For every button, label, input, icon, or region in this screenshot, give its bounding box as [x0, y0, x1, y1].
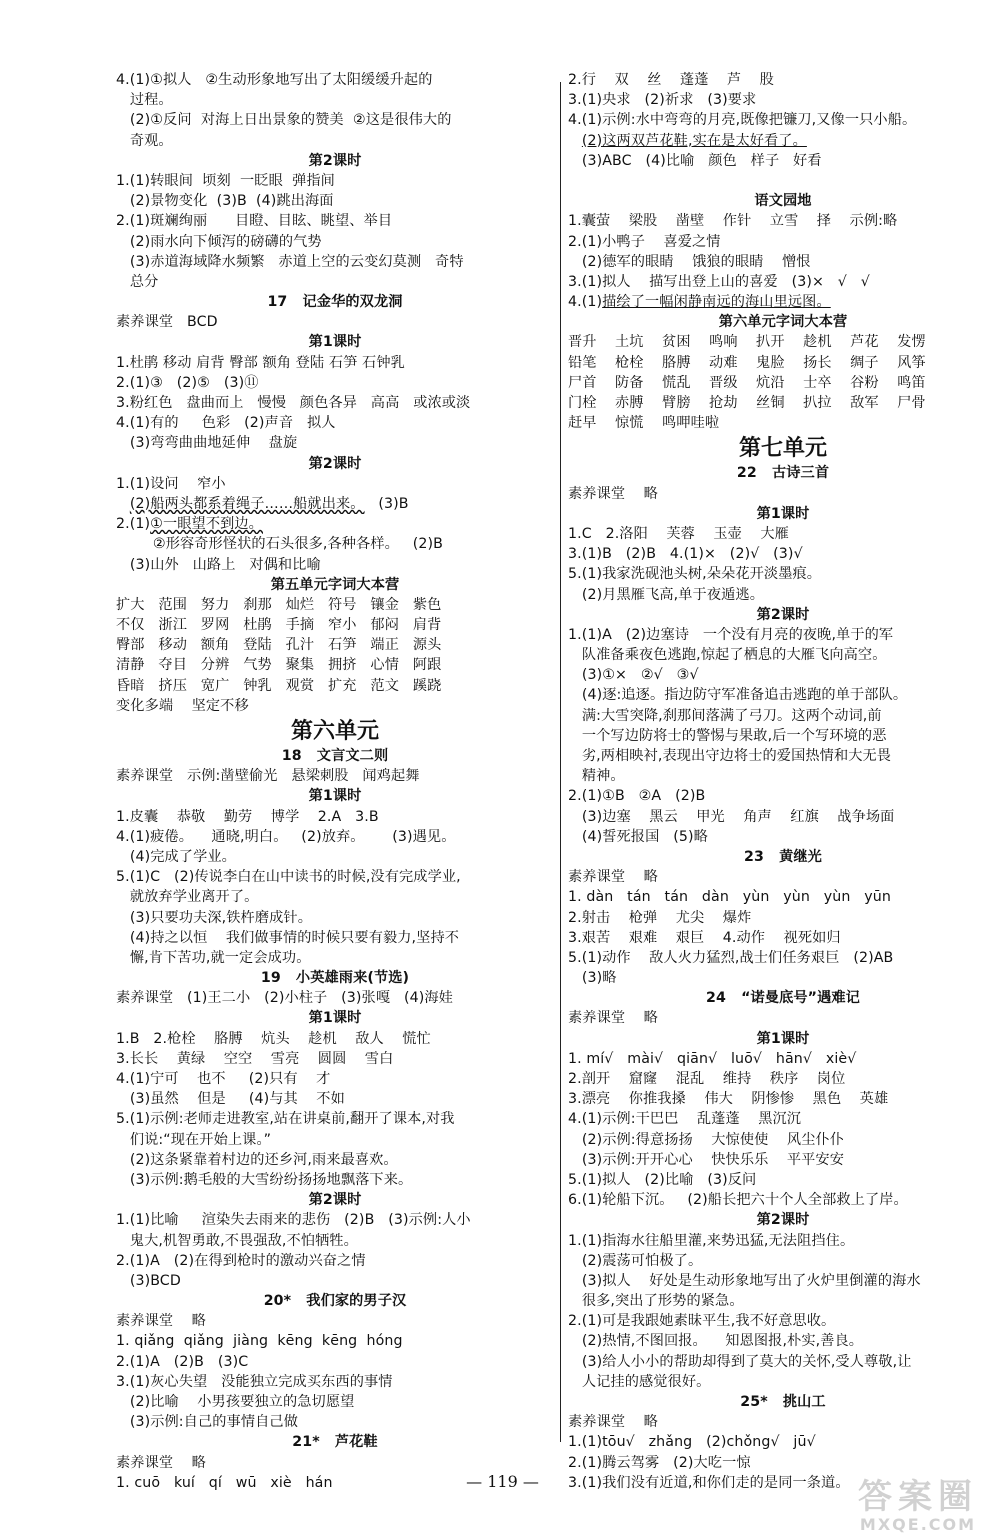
- section-heading: 23 黄继光: [744, 848, 822, 865]
- answer-line: 就放弃学业离开了。: [116, 889, 259, 906]
- answer-line: (2)这条紧靠着村边的还乡河,雨来最喜欢。: [116, 1151, 398, 1168]
- answer-line: (4)持之以恒 我们做事情的时候只要有毅力,坚持不: [116, 929, 460, 946]
- section-heading: 22 古诗三首: [736, 465, 830, 482]
- marked-answer-text: (2)这两双芦花鞋,实在是太好看了。: [581, 132, 807, 149]
- answer-line: 素养课堂 略: [568, 1010, 658, 1027]
- answer-line: 1.杜鹃 移动 肩背 臀部 额角 登陆 石笋 石钟乳: [116, 354, 405, 371]
- answer-line: 3.漂亮 你推我搡 伟大 阴惨惨 黑色 英雄: [568, 1091, 889, 1108]
- answer-line: 素养课堂 略: [116, 1313, 206, 1330]
- answer-line: (3)示例:鹅毛般的大雪纷纷扬扬地飘落下来。: [116, 1171, 413, 1188]
- column-divider: [560, 82, 561, 1442]
- answer-line: 2.(1)A (2)B (3)C: [116, 1353, 249, 1370]
- answer-line: 1. cuō kuí qí wū xiè hán: [116, 1474, 333, 1491]
- answer-line: 懈,肯下苦功,就一定会成功。: [116, 949, 311, 966]
- answer-line: 晋升 土坑 贫困 鸣响 扒开 趁机 芦花 发愣: [568, 334, 926, 351]
- answer-line: (4)誓死报国 (5)略: [568, 828, 708, 845]
- section-heading: 第1课时: [308, 334, 362, 351]
- answer-line: 很多,突出了形势的紧急。: [568, 1293, 744, 1310]
- answer-line: 1.B 2.枪栓 胳膊 炕头 趁机 敌人 慌忙: [116, 1030, 431, 1047]
- answer-line: 2.(1)①B ②A (2)B: [568, 788, 706, 805]
- watermark-logo: [838, 1478, 998, 1534]
- answer-line: 2.(1)小鸭子 喜爱之情: [568, 233, 721, 250]
- answer-line: 1.(1)比喻 渲染失去雨来的悲伤 (2)B (3)示例:人小: [116, 1212, 471, 1229]
- answer-line: 5.(1)拟人 (2)比喻 (3)反问: [568, 1171, 757, 1188]
- answer-line: 清静 夺目 分辨 气势 聚集 拥挤 心情 阿跟: [116, 657, 442, 674]
- answer-line: 2.(1)③ (2)⑤ (3)⑪: [116, 374, 259, 391]
- answer-line: 3.艰苦 艰难 艰巨 4.动作 视死如归: [568, 929, 841, 946]
- section-heading: 第1课时: [756, 1030, 810, 1047]
- answer-line: 素养课堂 (1)王二小 (2)小柱子 (3)张嘎 (4)海娃: [116, 990, 453, 1007]
- answer-line: 过程。: [116, 92, 173, 109]
- answer-line: 1. qiǎng qiǎng jiàng kēng kēng hóng: [116, 1333, 403, 1350]
- answer-line: (3)虽然 但是 (4)与其 不如: [116, 1091, 345, 1108]
- section-heading: 第2课时: [308, 1192, 362, 1209]
- answer-line: (2)①反问 对海上日出景象的赞美 ②这是很伟大的: [116, 112, 452, 129]
- answer-line: (3)赤道海域降水频繁 赤道上空的云变幻莫测 奇特: [116, 253, 464, 270]
- answer-line: 素养课堂 略: [568, 869, 658, 886]
- answer-line: [568, 292, 998, 312]
- answer-line: 变化多端 坚定不移: [116, 697, 249, 714]
- answer-line: (2)示例:得意扬扬 大惊使使 风尘仆仆: [568, 1131, 845, 1148]
- answer-line: 劣,两相映衬,表现出守边将士的爱国热情和大无畏: [568, 748, 892, 764]
- section-heading: 第2课时: [756, 606, 810, 623]
- answer-line: (3)山外 山路上 对偶和比喻: [116, 556, 321, 573]
- watermark-logo-url: MXQE.COM: [859, 1515, 977, 1534]
- marked-answer-text: (2)船两头都系着绳子……船就出来。: [129, 495, 365, 512]
- answer-line: 1. dàn tán tán dàn yùn yùn yùn yūn: [568, 889, 891, 906]
- answer-line: [116, 514, 554, 534]
- answer-line: 门栓 赤膊 臂膀 抢劫 丝铜 扒拉 敌军 尸骨: [568, 395, 926, 411]
- answer-line: 5.(1)我家洗砚池头树,朵朵花开淡墨痕。: [568, 566, 822, 583]
- answer-line: 2.行 双 丝 蓬蓬 芦 股: [568, 72, 774, 88]
- answer-text: 2.(1): [116, 516, 151, 533]
- answer-line: (4)完成了学业。: [116, 848, 236, 865]
- section-heading: 第2课时: [308, 455, 362, 472]
- answer-line: 1.皮囊 恭敬 勤劳 博学 2.A 3.B: [116, 808, 379, 825]
- answer-line: 素养课堂 略: [568, 485, 658, 502]
- answer-line: (2)比喻 小男孩要独立的急切愿望: [116, 1394, 355, 1410]
- answer-line: 一个写边防将士的警惕与果敢,后一个写环境的恶: [568, 727, 887, 744]
- answer-line: 4.(1)示例:干巴巴 乱蓬蓬 黑沉沉: [568, 1111, 802, 1128]
- answer-line: (3)给人小小的帮助却得到了莫大的关怀,受人尊敬,让: [568, 1353, 912, 1370]
- answer-line: 奇观。: [116, 132, 173, 149]
- section-heading: 第1课时: [756, 505, 810, 522]
- answer-line: (3)只要功夫深,铁杵磨成针。: [116, 909, 312, 926]
- answer-line: 3.粉红色 盘曲而上 慢慢 颜色各异 高高 或浓或淡: [116, 395, 471, 411]
- answer-line: 满:大雪突降,刹那间落满了弓刀。这两个动词,前: [568, 707, 882, 724]
- section-heading: 第2课时: [308, 152, 362, 169]
- answer-line: 铅笔 枪栓 胳膊 动难 鬼脸 扬长 绸子 风筝: [568, 354, 926, 371]
- section-heading: 21* 芦花鞋: [292, 1434, 378, 1451]
- answer-line: (2)景物变化 (3)B (4)跳出海面: [116, 193, 334, 210]
- answer-text: (3)B: [364, 495, 409, 512]
- answer-line: 2.(1)可是我跟她素昧平生,我不好意思收。: [568, 1313, 836, 1330]
- answer-line: 5.(1)动作 敌人火力猛烈,战士们任务艰巨 (2)AB: [568, 949, 894, 966]
- answer-line: 不仅 浙江 罗网 杜鹃 手摘 窄小 郁闷 肩背: [116, 617, 442, 634]
- answer-line: 3.(1)灰心失望 没能独立完成买东西的事情: [116, 1373, 393, 1390]
- answer-line: 1.(1)设问 窄小: [116, 475, 226, 492]
- answer-line: 鬼大,机智勇敢,不畏强敌,不怕牺牲。: [116, 1232, 358, 1249]
- section-heading: 24 “诺曼底号”遇难记: [706, 990, 860, 1007]
- answer-text: [568, 133, 582, 149]
- answer-line: 尸首 防备 慌乱 晋级 炕沿 士卒 谷粉 鸣笛: [568, 374, 926, 391]
- answer-line: 素养课堂 略: [568, 1414, 658, 1431]
- answer-line: 素养课堂 示例:凿壁偷光 悬梁刺股 闻鸡起舞: [116, 768, 420, 785]
- answer-line: 5.(1)C (2)传说李白在山中读书的时候,没有完成学业,: [116, 869, 461, 886]
- left-answer-column: [116, 70, 554, 1493]
- answer-line: 昏暗 挤压 宽广 钟乳 观赏 扩充 范文 蹊跷: [116, 677, 442, 694]
- answer-line: (3)略: [568, 970, 617, 987]
- watermark-logo-text: 答案圈: [858, 1477, 978, 1517]
- answer-line: (3)①× ②√ ③√: [568, 667, 699, 684]
- section-heading: 25* 挑山工: [740, 1394, 826, 1410]
- answer-line: [568, 131, 998, 151]
- answer-line: 6.(1)轮船下沉。 (2)船长把六十个人全部救上了岸。: [568, 1192, 908, 1209]
- answer-line: 4.(1)①拟人 ②生动形象地写出了太阳缓缓升起的: [116, 72, 433, 88]
- answer-line: (3)弯弯曲曲地延伸 盘旋: [116, 435, 298, 452]
- answer-line: 3.(1)央求 (2)祈求 (3)要求: [568, 92, 757, 109]
- answer-line: 2.(1)斑斓绚丽 目瞪、目眩、眺望、举目: [116, 213, 393, 230]
- answer-line: ②形容奇形怪状的石头很多,各种各样。 (2)B: [116, 536, 443, 553]
- answer-line: 3.(1)我们没有近道,和你们走的是同一条道。: [568, 1474, 850, 1491]
- answer-line: (3)示例:开开心心 快快乐乐 平平安安: [568, 1151, 845, 1168]
- answer-line: 4.(1)宁可 也不 (2)只有 才: [116, 1071, 331, 1087]
- answer-line: (3)边塞 黑云 甲光 角声 红旗 战争场面: [568, 808, 895, 825]
- answer-line: 队准备乘夜色逃跑,惊起了栖息的大雁飞向高空。: [568, 647, 887, 664]
- answer-line: 1.(1)指海水往船里灌,来势迅猛,无法阻挡住。: [568, 1232, 855, 1249]
- section-heading: 第六单元字词大本营: [718, 314, 848, 331]
- answer-line: 1.(1)A (2)边塞诗 一个没有月亮的夜晚,单于的军: [568, 626, 894, 643]
- answer-line: 赶早 惊慌 鸣呷哇啦: [568, 415, 720, 432]
- answer-line: 4.(1)疲倦。 通晓,明白。 (2)放弃。 (3)遇见。: [116, 828, 456, 845]
- answer-line: [116, 494, 554, 514]
- section-heading: 第1课时: [308, 1010, 362, 1027]
- section-heading: 20* 我们家的男子汉: [263, 1293, 407, 1310]
- answer-text: [116, 496, 130, 512]
- answer-line: 素养课堂 BCD: [116, 314, 218, 331]
- section-heading: 19 小英雄雨来(节选): [260, 970, 410, 987]
- right-answer-column: [568, 70, 998, 1493]
- section-heading: 第五单元字词大本营: [270, 576, 400, 593]
- answer-line: 臀部 移动 额角 登陆 孔汁 石笋 端正 源头: [116, 637, 442, 654]
- answer-line: 3.(1)拟人 描写出登上山的喜爱 (3)× √ √: [568, 273, 870, 290]
- answer-line: 2.(1)A (2)在得到枪时的激动兴奋之情: [116, 1252, 366, 1269]
- answer-line: (4)逐:追逐。指边防守军准备追击逃跑的单于部队。: [568, 687, 908, 704]
- marked-answer-text: 描绘了一幅闲静南远的海山里远图。: [602, 294, 831, 311]
- marked-answer-text: ①一眼望不到边。: [150, 516, 263, 533]
- answer-line: 1.囊萤 梁股 凿壁 作针 立雪 择 示例:略: [568, 213, 898, 230]
- unit-title: 第六单元: [290, 718, 379, 744]
- answer-line: (2)月黑雁飞高,单于夜遁逃。: [568, 586, 764, 603]
- answer-line: (2)热情,不图回报。 知恩图报,朴实,善良。: [568, 1333, 864, 1350]
- answer-line: (3)示例:自己的事情自己做: [116, 1414, 298, 1431]
- answer-line: 4.(1)有的 色彩 (2)声音 拟人: [116, 415, 336, 432]
- answer-line: 们说:“现在开始上课。”: [116, 1131, 272, 1148]
- answer-line: 1.C 2.洛阳 芙蓉 玉壶 大雁: [568, 525, 789, 542]
- answer-line: 1. mí√ mài√ qiān√ luō√ hān√ xiè√: [568, 1050, 857, 1067]
- answer-line: 精神。: [568, 768, 625, 785]
- answer-line: 1.(1)转眼间 顷刻 一眨眼 弹指间: [116, 172, 335, 189]
- answer-line: (3)拟人 好处是生动形象地写出了火炉里倒灌的海水: [568, 1272, 921, 1289]
- section-heading: 第2课时: [756, 1212, 810, 1229]
- answer-line: (2)雨水向下倾泻的磅礴的气势: [116, 233, 322, 250]
- answer-line: 素养课堂 略: [116, 1454, 206, 1471]
- answer-line: 2.(1)腾云驾雾 (2)大吃一惊: [568, 1454, 751, 1471]
- answer-line: 2.射击 枪弹 尤尖 爆炸: [568, 909, 752, 926]
- section-heading: 17 记金华的双龙洞: [267, 294, 403, 311]
- answer-line: (2)德军的眼睛 饿狼的眼睛 憎恨: [568, 253, 811, 270]
- answer-line: 1.(1)tōu√ zhǎng (2)chǒng√ jū√: [568, 1434, 816, 1451]
- answer-line: 人记挂的感觉很好。: [568, 1373, 711, 1390]
- answer-line: [568, 171, 998, 191]
- section-heading: 语文园地: [754, 193, 812, 210]
- answer-line: (3)ABC (4)比喻 颜色 样子 好看: [568, 152, 822, 169]
- section-heading: 第1课时: [308, 788, 362, 805]
- answer-line: 3.(1)B (2)B 4.(1)× (2)√ (3)√: [568, 546, 803, 563]
- answer-line: 总分: [116, 273, 159, 290]
- answer-text: 4.(1): [568, 294, 603, 311]
- answer-line: 3.长长 黄绿 空空 雪亮 圆圆 雪白: [116, 1050, 394, 1067]
- answer-line: 5.(1)示例:老师走进教室,站在讲桌前,翻开了课本,对我: [116, 1111, 455, 1128]
- answer-line: (3)BCD: [116, 1272, 181, 1289]
- answer-line: 4.(1)示例:水中弯弯的月亮,既像把镰刀,又像一只小船。: [568, 112, 917, 129]
- unit-title: 第七单元: [738, 435, 827, 462]
- answer-line: 2.剖开 窟窿 混乱 维持 秩序 岗位: [568, 1071, 846, 1087]
- section-heading: 18 文言文二则: [281, 748, 389, 764]
- answer-line: 扩大 范围 努力 刹那 灿烂 符号 镶金 紫色: [116, 596, 442, 613]
- answer-line: (2)震荡可怕极了。: [568, 1252, 703, 1269]
- page-number: — 119 —: [466, 1472, 539, 1491]
